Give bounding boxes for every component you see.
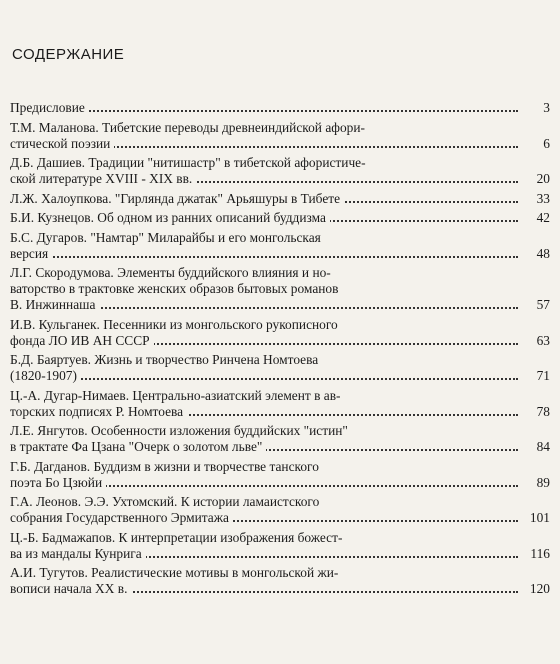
toc-entry-text: вописи начала XX в.	[10, 581, 131, 596]
toc-entry-text: стической поэзии	[10, 136, 114, 151]
toc-entry-line	[10, 297, 554, 313]
toc-entry-text: собрания Государственного Эрмитажа	[10, 510, 233, 525]
toc-entry-text: Б.С. Дугаров. "Намтар" Миларайбы и его монгольская	[10, 229, 321, 245]
toc-entry-text: ской литературе XVIII - XIX вв.	[10, 171, 196, 186]
toc-entry	[10, 120, 554, 152]
toc-entry-text: Д.Б. Дашиев. Традиции "нитишастр" в тибетской афористиче-	[10, 155, 366, 170]
toc-entry-text: ваторство в трактовке женских образов бытовых романов	[10, 281, 339, 296]
toc-entry-text: Предисловие	[10, 100, 89, 115]
toc-entry-line	[10, 565, 554, 581]
toc-entry-text: торских подписях Р. Номтоева	[10, 404, 187, 419]
toc-entry	[10, 494, 554, 526]
toc-entry-text: А.И. Тугутов. Реалистические мотивы в монгольской жи-	[10, 565, 339, 580]
toc-page-number: 116	[530, 545, 550, 561]
toc-entry-line	[10, 210, 554, 226]
toc-page-number: 71	[536, 368, 550, 383]
toc-page-number: 101	[529, 510, 550, 525]
toc-page-number: 120	[529, 581, 550, 596]
toc-entry	[10, 565, 554, 597]
toc-page-number: 6	[543, 135, 550, 151]
toc-entry-line	[10, 494, 554, 510]
toc-entry-line	[10, 581, 554, 597]
toc-entry-line	[10, 530, 554, 546]
toc-entry-text: В. Инжиннаша	[10, 297, 99, 312]
toc-page-number: 48	[536, 245, 550, 261]
toc-entry-line	[10, 265, 554, 281]
toc-entry-line	[10, 136, 554, 152]
toc-entry-text: Б.Д. Баяртуев. Жизнь и творчество Ринчена Номтоева	[10, 352, 319, 367]
toc-entry	[10, 459, 554, 491]
toc-entry-text: Б.И. Кузнецов. Об одном из ранних описаний буддизма	[10, 210, 330, 225]
toc-entry-line	[10, 230, 554, 246]
toc-entry	[10, 191, 554, 207]
toc-entry-line	[10, 439, 554, 455]
toc-entry-line	[10, 155, 554, 171]
toc-entry-text: И.В. Кульганек. Песенники из монгольского рукописного	[10, 316, 338, 332]
table-of-contents	[10, 100, 554, 601]
toc-entry-text: Г.А. Леонов. Э.Э. Ухтомский. К истории ламаистского	[10, 494, 320, 509]
toc-entry	[10, 317, 554, 349]
toc-entry-line	[10, 546, 554, 562]
toc-entry-text: Ц.-А. Дугар-Нимаев. Центрально-азиатский элемент в ав-	[10, 387, 341, 403]
toc-entry-line	[10, 459, 554, 475]
toc-entry-text: Т.М. Маланова. Тибетские переводы древнеиндийской афори-	[10, 119, 365, 135]
toc-page-number: 33	[536, 190, 550, 206]
toc-entry-line	[10, 423, 554, 439]
toc-entry-text: версия	[10, 246, 52, 261]
toc-entry-line	[10, 246, 554, 262]
toc-page-number: 3	[543, 100, 550, 115]
toc-entry	[10, 388, 554, 420]
toc-entry	[10, 352, 554, 384]
toc-entry	[10, 100, 554, 116]
toc-entry-line	[10, 352, 554, 368]
toc-entry-text: поэта Бо Цзюйи	[10, 475, 106, 490]
toc-entry-text: фонда ЛО ИВ АН СССР	[10, 333, 154, 348]
toc-entry-text: Г.Б. Дагданов. Буддизм в жизни и творчестве танского	[10, 458, 319, 474]
toc-entry-line	[10, 171, 554, 187]
toc-entry-line	[10, 317, 554, 333]
page-heading: СОДЕРЖАНИЕ	[12, 46, 125, 63]
toc-entry-line	[10, 100, 554, 116]
toc-entry-text: Ц.-Б. Бадмажапов. К интерпретации изображения божест-	[10, 529, 343, 545]
toc-entry-line	[10, 475, 554, 491]
toc-page-number: 20	[536, 171, 550, 186]
toc-entry-text: Л.Г. Скородумова. Элементы буддийского влияния и но-	[10, 265, 331, 280]
toc-entry-text: Л.Е. Янгутов. Особенности изложения буддийских "истин"	[10, 423, 348, 438]
toc-entry-line	[10, 388, 554, 404]
toc-page-number: 89	[536, 474, 550, 490]
toc-entry-line	[10, 333, 554, 349]
toc-page-number: 84	[536, 439, 550, 454]
toc-entry-line	[10, 510, 554, 526]
toc-entry-line	[10, 368, 554, 384]
toc-entry-text: (1820-1907)	[10, 368, 81, 383]
toc-page-number: 42	[536, 210, 550, 225]
toc-entry	[10, 265, 554, 313]
toc-entry-line	[10, 191, 554, 207]
toc-entry	[10, 423, 554, 455]
toc-entry-line	[10, 404, 554, 420]
toc-entry-text: Л.Ж. Халоупкова. "Гирлянда джатак" Арьяшуры в Тибете	[10, 191, 344, 206]
toc-entry	[10, 530, 554, 562]
toc-entry-text: в трактате Фа Цзана "Очерк о золотом льве"	[10, 439, 266, 454]
toc-entry	[10, 230, 554, 262]
toc-entry-line	[10, 281, 554, 297]
toc-page-number: 57	[536, 297, 550, 312]
toc-entry	[10, 210, 554, 226]
toc-entry-text: ва из мандалы Кунрига	[10, 546, 146, 561]
toc-entry-line	[10, 120, 554, 136]
toc-page-number: 63	[536, 332, 550, 348]
toc-entry	[10, 155, 554, 187]
toc-page-number: 78	[536, 403, 550, 419]
